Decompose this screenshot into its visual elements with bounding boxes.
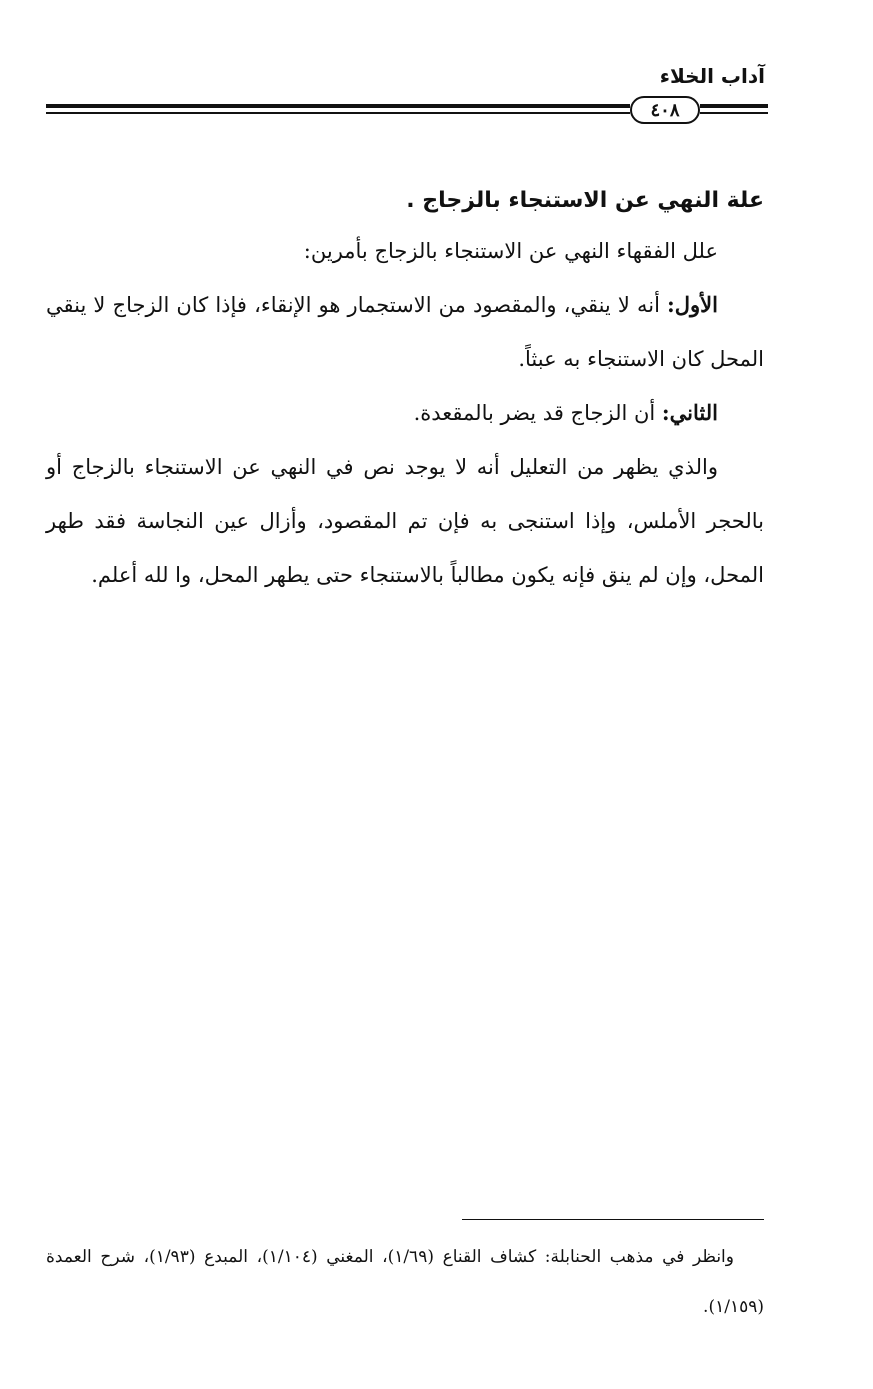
second-reason-paragraph [46, 386, 764, 440]
footnote: وانظر في مذهب الحنابلة: كشاف القناع (١/٦٩)، المغني (١/١٠٤)، المبدع (١/٩٣)، شرح العمدة (١/١٥٩). [46, 1247, 764, 1317]
header-rule-left [46, 104, 630, 108]
header-rule-right-thin [700, 112, 768, 114]
second-reason-label: الثاني: [661, 400, 718, 425]
first-reason-text: أنه لا ينقي، والمقصود من الاستجمار هو الإنقاء، فإذا كان الزجاج لا ينقي المحل كان الاستنجاء به عبثاً. [46, 293, 764, 371]
section-heading: علة النهي عن الاستنجاء بالزجاج . [406, 188, 764, 213]
conclusion-paragraph: والذي يظهر من التعليل أنه لا يوجد نص في النهي عن الاستنجاء بالزجاج أو بالحجر الأملس، وإذا استنجى به فإن تم المقصود، وأزال عين النجاسة فقد طهر المحل، وإن لم ينق فإنه يكون مطالباً بالاستنجاء حتى يطهر المحل، وا لله أعلم. [46, 455, 764, 587]
running-title: آداب الخلاء [659, 64, 765, 88]
first-reason-paragraph [46, 278, 764, 386]
header-rule-right [700, 104, 768, 108]
main-content [46, 178, 764, 602]
header-rule-left-thin [46, 112, 630, 114]
second-reason-text: أن الزجاج قد يضر بالمقعدة. [413, 401, 662, 425]
first-reason-label: الأول: [667, 292, 718, 317]
intro-paragraph: علل الفقهاء النهي عن الاستنجاء بالزجاج بأمرين: [303, 239, 718, 263]
page-number-badge [630, 96, 700, 124]
page-number: ٤٠٨ [650, 99, 680, 121]
footnote-separator [462, 1219, 764, 1220]
